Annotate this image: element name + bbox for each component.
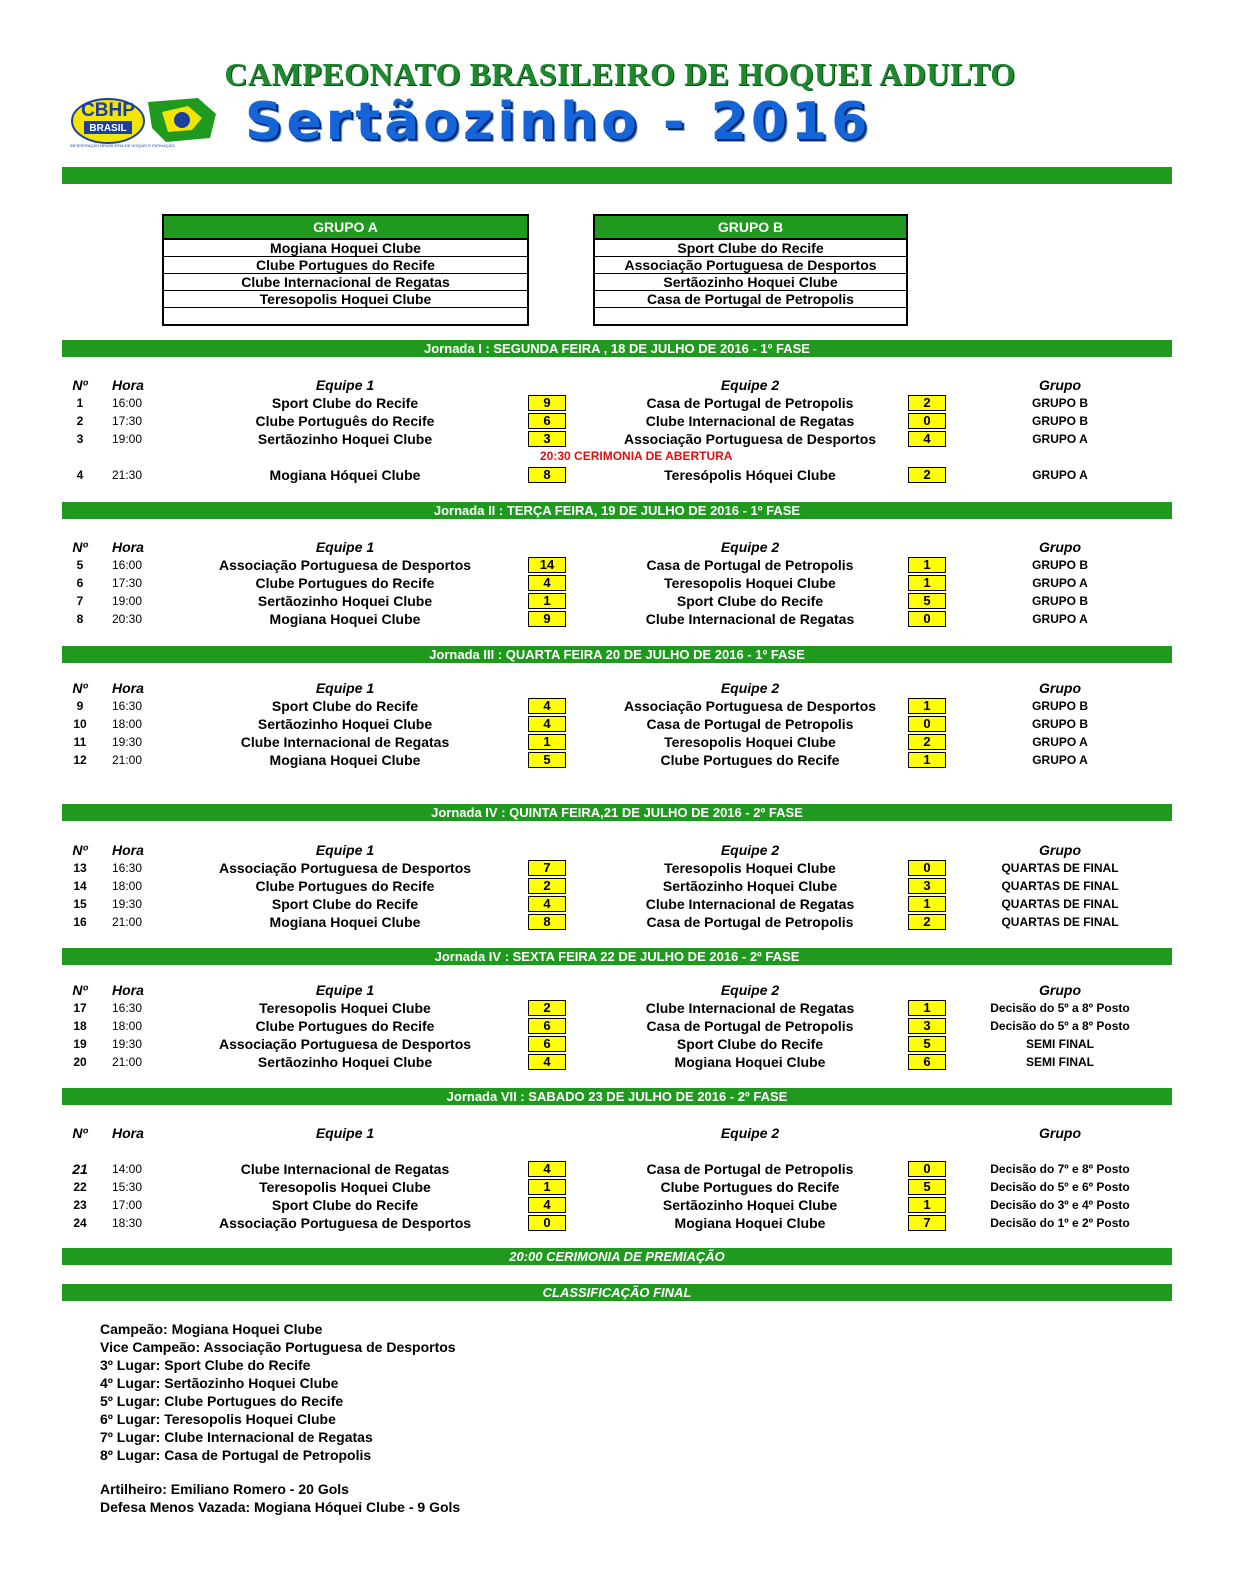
col-time-header: Hora: [112, 982, 144, 998]
home-score: 4: [528, 1054, 566, 1070]
home-score: 9: [528, 395, 566, 411]
match-number: 2: [76, 414, 84, 428]
match-time: 19:30: [112, 897, 143, 911]
match-row: [0, 999, 1240, 1017]
match-number: 18: [73, 1019, 87, 1033]
away-team: Clube Internacional de Regatas: [645, 611, 855, 627]
match-time: 21:30: [112, 468, 143, 482]
away-score: 1: [908, 557, 946, 573]
round-title-bar: Jornada II : TERÇA FEIRA, 19 DE JULHO DE 2016 - 1º FASE: [62, 502, 1172, 519]
home-team: Sport Clube do Recife: [271, 1197, 419, 1213]
away-score: 1: [908, 1000, 946, 1016]
page-subtitle: Sertãozinho - 2016: [245, 92, 872, 152]
match-row: [0, 895, 1240, 913]
home-score: 4: [528, 575, 566, 591]
home-team: Mogiana Hoquei Clube: [269, 914, 421, 930]
group-a-team: Mogiana Hoquei Clube: [164, 240, 527, 257]
home-score: 4: [528, 1197, 566, 1213]
col-team1-header: Equipe 1: [315, 377, 375, 393]
match-group: QUARTAS DE FINAL: [1001, 861, 1119, 875]
match-number: 19: [73, 1037, 87, 1051]
match-row: [0, 556, 1240, 574]
round-title-bar: Jornada III : QUARTA FEIRA 20 DE JULHO DE 2016 - 1º FASE: [62, 646, 1172, 663]
match-group: GRUPO B: [1031, 699, 1088, 713]
match-row: [0, 1035, 1240, 1053]
col-number-header: Nº: [72, 1125, 88, 1141]
match-time: 16:00: [112, 396, 143, 410]
match-row: [0, 751, 1240, 769]
match-group: QUARTAS DE FINAL: [1001, 915, 1119, 929]
match-number: 13: [73, 861, 87, 875]
away-team: Sertãozinho Hoquei Clube: [662, 1197, 838, 1213]
home-score: 9: [528, 611, 566, 627]
match-group: GRUPO A: [1032, 468, 1088, 482]
match-number: 21: [72, 1161, 88, 1177]
match-group: GRUPO B: [1031, 396, 1088, 410]
home-team: Sport Clube do Recife: [271, 395, 419, 411]
logo-caption: CONFEDERAÇÃO BRASILEIRA DE HOQUEI E PATINAÇÃO: [70, 143, 175, 148]
match-time: 14:00: [112, 1162, 143, 1176]
away-team: Casa de Portugal de Petropolis: [646, 914, 854, 930]
home-score: 4: [528, 698, 566, 714]
away-score: 2: [908, 467, 946, 483]
away-team: Teresópolis Hóquei Clube: [664, 467, 836, 483]
away-team: Casa de Portugal de Petropolis: [646, 716, 854, 732]
match-row: [0, 733, 1240, 751]
match-number: 14: [73, 879, 87, 893]
logo-subtext: BRASIL: [89, 123, 127, 134]
standing-line: 6º Lugar: Teresopolis Hoquei Clube: [100, 1411, 336, 1427]
match-row: [0, 859, 1240, 877]
match-time: 16:30: [112, 699, 143, 713]
match-group: GRUPO B: [1031, 717, 1088, 731]
match-group: QUARTAS DE FINAL: [1001, 879, 1119, 893]
column-header-row: [0, 1124, 1240, 1142]
home-team: Associação Portuguesa de Desportos: [218, 557, 472, 573]
home-team: Sertãozinho Hoquei Clube: [257, 593, 433, 609]
match-group: Decisão do 5º a 8º Posto: [990, 1001, 1130, 1015]
match-group: GRUPO B: [1031, 414, 1088, 428]
home-score: 2: [528, 878, 566, 894]
col-team2-header: Equipe 2: [720, 680, 780, 696]
away-team: Associação Portuguesa de Desportos: [623, 431, 877, 447]
col-time-header: Hora: [112, 377, 144, 393]
match-number: 20: [73, 1055, 87, 1069]
match-number: 11: [73, 735, 87, 749]
away-team: Mogiana Hoquei Clube: [674, 1215, 826, 1231]
col-group-header: Grupo: [1039, 377, 1081, 393]
away-score: 6: [908, 1054, 946, 1070]
home-score: 1: [528, 593, 566, 609]
home-score: 6: [528, 1018, 566, 1034]
match-number: 15: [73, 897, 87, 911]
standing-line: 7º Lugar: Clube Internacional de Regatas: [100, 1429, 373, 1445]
match-time: 18:30: [112, 1216, 143, 1230]
match-group: GRUPO A: [1032, 432, 1088, 446]
away-team: Clube Internacional de Regatas: [645, 896, 855, 912]
home-team: Associação Portuguesa de Desportos: [218, 1215, 472, 1231]
match-time: 21:00: [112, 753, 143, 767]
col-number-header: Nº: [72, 539, 88, 555]
home-score: 1: [528, 734, 566, 750]
away-score: 2: [908, 914, 946, 930]
home-team: Associação Portuguesa de Desportos: [218, 1036, 472, 1052]
away-score: 5: [908, 593, 946, 609]
match-row: [0, 877, 1240, 895]
away-team: Teresopolis Hoquei Clube: [664, 575, 836, 591]
away-team: Sport Clube do Recife: [676, 1036, 824, 1052]
match-time: 21:00: [112, 915, 143, 929]
col-number-header: Nº: [72, 982, 88, 998]
away-score: 2: [908, 395, 946, 411]
match-row: [0, 574, 1240, 592]
group-a-title: GRUPO A: [164, 216, 527, 240]
away-score: 0: [908, 413, 946, 429]
round-title-bar: Jornada I : SEGUNDA FEIRA , 18 DE JULHO DE 2016 - 1º FASE: [62, 340, 1172, 357]
match-number: 1: [76, 396, 84, 410]
match-number: 3: [76, 432, 84, 446]
home-team: Mogiana Hóquei Clube: [269, 467, 421, 483]
group-a-team: [164, 308, 527, 324]
group-b-title: GRUPO B: [595, 216, 906, 240]
column-header-row: [0, 679, 1240, 697]
match-time: 16:00: [112, 558, 143, 572]
home-score: 0: [528, 1215, 566, 1231]
home-team: Associação Portuguesa de Desportos: [218, 860, 472, 876]
col-team2-header: Equipe 2: [720, 377, 780, 393]
col-time-header: Hora: [112, 680, 144, 696]
match-group: GRUPO B: [1031, 594, 1088, 608]
column-header-row: [0, 376, 1240, 394]
match-row: [0, 1017, 1240, 1035]
match-row: [0, 610, 1240, 628]
home-score: 4: [528, 1161, 566, 1177]
group-b-table: [593, 214, 908, 326]
col-team2-header: Equipe 2: [720, 1125, 780, 1141]
away-score: 2: [908, 734, 946, 750]
away-score: 4: [908, 431, 946, 447]
away-team: Teresopolis Hoquei Clube: [664, 860, 836, 876]
home-team: Mogiana Hoquei Clube: [269, 611, 421, 627]
column-header-row: [0, 538, 1240, 556]
match-number: 5: [76, 558, 84, 572]
away-team: Clube Internacional de Regatas: [645, 413, 855, 429]
match-time: 15:30: [112, 1180, 143, 1194]
match-row: [0, 1053, 1240, 1071]
home-score: 7: [528, 860, 566, 876]
match-row: [0, 412, 1240, 430]
home-team: Teresopolis Hoquei Clube: [259, 1000, 431, 1016]
match-time: 19:30: [112, 1037, 143, 1051]
match-row: [0, 430, 1240, 448]
away-team: Associação Portuguesa de Desportos: [623, 698, 877, 714]
cbhp-logo: [70, 94, 220, 150]
match-time: 18:00: [112, 879, 143, 893]
match-row: [0, 466, 1240, 484]
standing-line: 4º Lugar: Sertãozinho Hoquei Clube: [100, 1375, 339, 1391]
away-score: 1: [908, 575, 946, 591]
match-number: 10: [73, 717, 87, 731]
round-title-bar: Jornada IV : SEXTA FEIRA 22 DE JULHO DE 2016 - 2º FASE: [62, 948, 1172, 965]
match-row: [0, 394, 1240, 412]
col-group-header: Grupo: [1039, 680, 1081, 696]
col-group-header: Grupo: [1039, 1125, 1081, 1141]
match-time: 17:30: [112, 414, 143, 428]
match-group: Decisão do 7º e 8º Posto: [990, 1162, 1130, 1176]
col-time-header: Hora: [112, 1125, 144, 1141]
away-score: 3: [908, 1018, 946, 1034]
home-score: 8: [528, 467, 566, 483]
col-group-header: Grupo: [1039, 539, 1081, 555]
col-team2-header: Equipe 2: [720, 842, 780, 858]
round-title-bar: Jornada IV : QUINTA FEIRA,21 DE JULHO DE 2016 - 2º FASE: [62, 804, 1172, 821]
match-time: 16:30: [112, 861, 143, 875]
away-team: Casa de Portugal de Petropolis: [646, 1161, 854, 1177]
match-time: 17:00: [112, 1198, 143, 1212]
col-time-header: Hora: [112, 842, 144, 858]
away-score: 0: [908, 716, 946, 732]
match-number: 24: [73, 1216, 87, 1230]
group-a-team: Clube Portugues do Recife: [164, 257, 527, 274]
away-score: 1: [908, 698, 946, 714]
award-ceremony-bar: 20:00 CERIMONIA DE PREMIAÇÃO: [62, 1248, 1172, 1265]
away-team: Sport Clube do Recife: [676, 593, 824, 609]
home-team: Clube Portugues do Recife: [255, 575, 435, 591]
match-number: 8: [76, 612, 84, 626]
home-team: Clube Portugues do Recife: [255, 878, 435, 894]
match-group: Decisão do 1º e 2º Posto: [990, 1216, 1130, 1230]
final-classification-bar: CLASSIFICAÇÃO FINAL: [62, 1284, 1172, 1301]
column-header-row: [0, 841, 1240, 859]
match-group: GRUPO B: [1031, 558, 1088, 572]
home-team: Mogiana Hoquei Clube: [269, 752, 421, 768]
group-b-team: [595, 308, 906, 324]
home-score: 2: [528, 1000, 566, 1016]
col-number-header: Nº: [72, 377, 88, 393]
match-row: [0, 913, 1240, 931]
away-score: 5: [908, 1036, 946, 1052]
standing-line: Campeão: Mogiana Hoquei Clube: [100, 1321, 323, 1337]
header-divider: [62, 167, 1172, 184]
match-group: QUARTAS DE FINAL: [1001, 897, 1119, 911]
match-group: GRUPO A: [1032, 753, 1088, 767]
group-a-team: Teresopolis Hoquei Clube: [164, 291, 527, 308]
away-team: Mogiana Hoquei Clube: [674, 1054, 826, 1070]
page-title: CAMPEONATO BRASILEIRO DE HOQUEI ADULTO: [224, 56, 1016, 92]
match-number: 17: [73, 1001, 87, 1015]
away-score: 0: [908, 860, 946, 876]
group-b-team: Sport Clube do Recife: [595, 240, 906, 257]
match-time: 18:00: [112, 1019, 143, 1033]
awards: [100, 1480, 460, 1516]
match-time: 18:00: [112, 717, 143, 731]
away-team: Sertãozinho Hoquei Clube: [662, 878, 838, 894]
match-time: 20:30: [112, 612, 143, 626]
standing-line: 5º Lugar: Clube Portugues do Recife: [100, 1393, 344, 1409]
home-team: Clube Portugues do Recife: [255, 1018, 435, 1034]
match-row: [0, 1178, 1240, 1196]
col-time-header: Hora: [112, 539, 144, 555]
away-team: Casa de Portugal de Petropolis: [646, 557, 854, 573]
match-group: SEMI FINAL: [1026, 1055, 1094, 1069]
match-number: 6: [76, 576, 84, 590]
match-time: 19:00: [112, 594, 143, 608]
standing-line: 3º Lugar: Sport Clube do Recife: [100, 1357, 311, 1373]
match-number: 4: [76, 468, 84, 482]
match-row: [0, 1196, 1240, 1214]
match-row: [0, 697, 1240, 715]
match-time: 16:30: [112, 1001, 143, 1015]
away-score: 1: [908, 896, 946, 912]
col-team1-header: Equipe 1: [315, 539, 375, 555]
match-row: [0, 592, 1240, 610]
col-group-header: Grupo: [1039, 842, 1081, 858]
opening-ceremony-note: 20:30 CERIMONIA DE ABERTURA: [540, 449, 733, 463]
match-row: [0, 1214, 1240, 1232]
home-team: Sertãozinho Hoquei Clube: [257, 716, 433, 732]
home-score: 14: [528, 557, 566, 573]
home-team: Sport Clube do Recife: [271, 698, 419, 714]
match-group: GRUPO A: [1032, 735, 1088, 749]
away-team: Clube Internacional de Regatas: [645, 1000, 855, 1016]
standing-line: 8º Lugar: Casa de Portugal de Petropolis: [100, 1447, 372, 1463]
column-header-row: [0, 981, 1240, 999]
home-team: Clube Português do Recife: [255, 413, 435, 429]
group-b-team: Sertãozinho Hoquei Clube: [595, 274, 906, 291]
best-defense: Defesa Menos Vazada: Mogiana Hóquei Clube - 9 Gols: [100, 1499, 461, 1515]
home-team: Sertãozinho Hoquei Clube: [257, 1054, 433, 1070]
home-team: Teresopolis Hoquei Clube: [259, 1179, 431, 1195]
match-number: 12: [73, 753, 87, 767]
home-team: Sertãozinho Hoquei Clube: [257, 431, 433, 447]
match-number: 9: [76, 699, 84, 713]
match-number: 23: [73, 1198, 87, 1212]
home-score: 5: [528, 752, 566, 768]
away-team: Casa de Portugal de Petropolis: [646, 395, 854, 411]
away-team: Clube Portugues do Recife: [660, 1179, 840, 1195]
standing-line: Vice Campeão: Associação Portuguesa de Desportos: [100, 1339, 456, 1355]
home-team: Clube Internacional de Regatas: [240, 734, 450, 750]
away-team: Casa de Portugal de Petropolis: [646, 1018, 854, 1034]
home-score: 8: [528, 914, 566, 930]
col-number-header: Nº: [72, 842, 88, 858]
match-group: Decisão do 3º e 4º Posto: [990, 1198, 1130, 1212]
round-title-bar: Jornada VII : SABADO 23 DE JULHO DE 2016 - 2º FASE: [62, 1088, 1172, 1105]
match-group: SEMI FINAL: [1026, 1037, 1094, 1051]
col-team1-header: Equipe 1: [315, 842, 375, 858]
home-score: 3: [528, 431, 566, 447]
group-b-team: Casa de Portugal de Petropolis: [595, 291, 906, 308]
home-score: 6: [528, 1036, 566, 1052]
away-score: 1: [908, 1197, 946, 1213]
match-row: [0, 715, 1240, 733]
col-team1-header: Equipe 1: [315, 680, 375, 696]
match-number: 7: [76, 594, 84, 608]
match-time: 19:00: [112, 432, 143, 446]
match-time: 17:30: [112, 576, 143, 590]
match-time: 19:30: [112, 735, 143, 749]
home-score: 6: [528, 413, 566, 429]
group-b-team: Associação Portuguesa de Desportos: [595, 257, 906, 274]
away-score: 5: [908, 1179, 946, 1195]
home-score: 4: [528, 896, 566, 912]
away-score: 0: [908, 1161, 946, 1177]
away-score: 0: [908, 611, 946, 627]
col-team2-header: Equipe 2: [720, 982, 780, 998]
col-number-header: Nº: [72, 680, 88, 696]
home-team: Clube Internacional de Regatas: [240, 1161, 450, 1177]
away-team: Clube Portugues do Recife: [660, 752, 840, 768]
match-group: GRUPO A: [1032, 612, 1088, 626]
col-team2-header: Equipe 2: [720, 539, 780, 555]
match-number: 22: [73, 1180, 87, 1194]
top-scorer: Artilheiro: Emiliano Romero - 20 Gols: [100, 1481, 349, 1497]
match-time: 21:00: [112, 1055, 143, 1069]
col-team1-header: Equipe 1: [315, 982, 375, 998]
col-group-header: Grupo: [1039, 982, 1081, 998]
match-group: Decisão do 5º a 8º Posto: [990, 1019, 1130, 1033]
col-team1-header: Equipe 1: [315, 1125, 375, 1141]
final-standings: [100, 1320, 456, 1464]
home-score: 4: [528, 716, 566, 732]
away-score: 3: [908, 878, 946, 894]
match-number: 16: [73, 915, 87, 929]
away-score: 7: [908, 1215, 946, 1231]
match-row: [0, 1160, 1240, 1178]
home-team: Sport Clube do Recife: [271, 896, 419, 912]
away-score: 1: [908, 752, 946, 768]
group-a-team: Clube Internacional de Regatas: [164, 274, 527, 291]
home-score: 1: [528, 1179, 566, 1195]
match-group: Decisão do 5º e 6º Posto: [990, 1180, 1130, 1194]
logo-text: CBHP: [81, 100, 135, 121]
match-group: GRUPO A: [1032, 576, 1088, 590]
away-team: Teresopolis Hoquei Clube: [664, 734, 836, 750]
group-a-table: [162, 214, 529, 326]
